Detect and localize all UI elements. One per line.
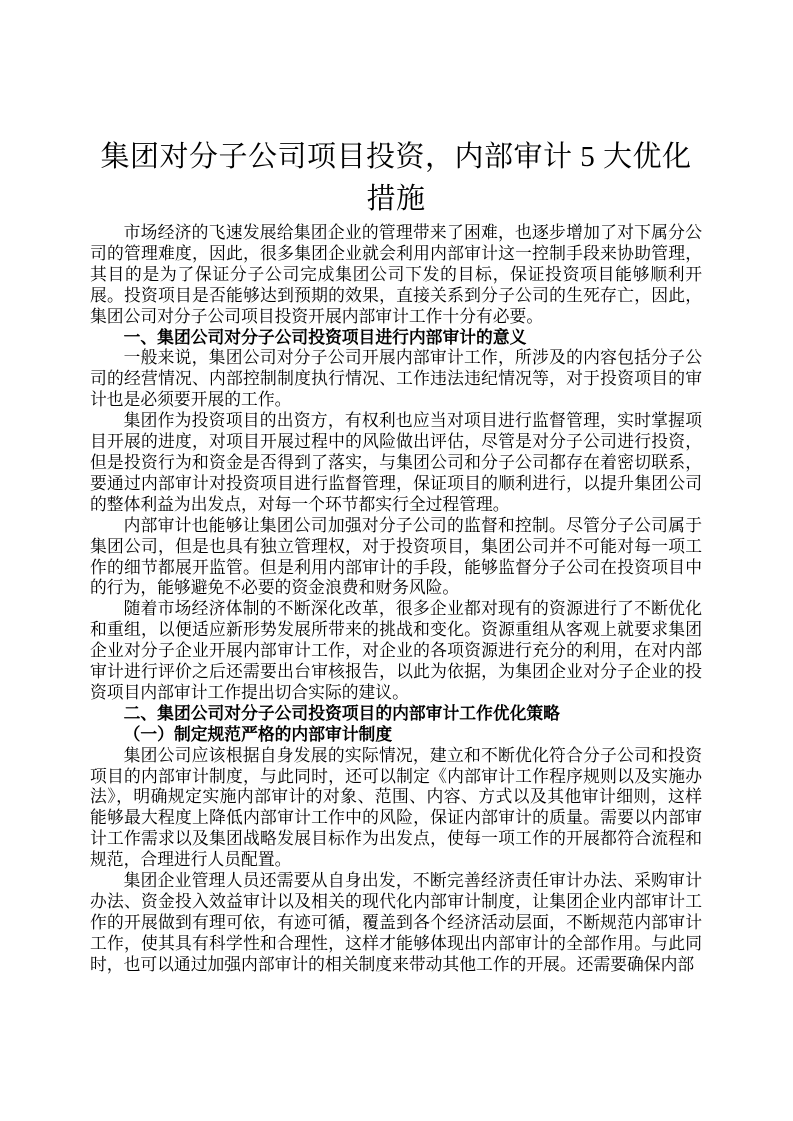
body-paragraph: 集团公司应该根据自身发展的实际情况，建立和不断优化符合分子公司和投资项目的内部审计制度，与此同时，还可以制定《内部审计工作程序规则以及实施办法》，明确规定实施内部审计的对象、范围、内容、方式以及其他审计细则，这样能够最大程度上降低内部审计工作中的风险，保证内部审计的质量。需要以内部审计工作需求以及集团战略发展目标作为出发点，使每一项工作的开展都符合流程和规范，合理进行人员配置。 xyxy=(90,745,702,870)
document-content xyxy=(90,137,702,976)
body-paragraph-intro: 市场经济的飞速发展给集团企业的管理带来了困难，也逐步增加了对下属分公司的管理难度，因此，很多集团企业就会利用内部审计这一控制手段来协助管理，其目的是为了保证分子公司完成集团公司下发的目标，保证投资项目能够顺利开展。投资项目是否能够达到预期的效果，直接关系到分子公司的生死存亡，因此，集团公司对分子公司项目投资开展内部审计工作十分有必要。 xyxy=(90,223,702,326)
body-paragraph: 内部审计也能够让集团公司加强对分子公司的监督和控制。尽管分子公司属于集团公司，但是也具有独立管理权，对于投资项目，集团公司并不可能对每一项工作的细节都展开监管。但是利用内部审计的手段，能够监督分子公司在投资项目中的行为，能够避免不必要的资金浪费和财务风险。 xyxy=(90,515,702,598)
document-title: 集团对分子公司项目投资，内部审计 5 大优化措施 xyxy=(100,141,692,215)
body-paragraph: 集团企业管理人员还需要从自身出发，不断完善经济责任审计办法、采购审计办法、资金投入效益审计以及相关的现代化内部审计制度，让集团企业内部审计工作的开展做到有理可依，有迹可循，覆盖到各个经济活动层面，不断规范内部审计工作，使其具有科学性和合理性，这样才能够体现出内部审计的全部作用。与此同时，也可以通过加强内部审计的相关制度来带动其他工作的开展。还需要确保内部 xyxy=(90,871,702,974)
section-heading-1: 一、集团公司对分子公司投资项目进行内部审计的意义 xyxy=(123,327,527,347)
section-heading-2: 二、集团公司对分子公司投资项目的内部审计工作优化策略 xyxy=(123,703,560,723)
body-paragraph: 集团作为投资项目的出资方，有权利也应当对项目进行监督管理，实时掌握项目开展的进度，对项目开展过程中的风险做出评估，尽管是对分子公司进行投资，但是投资行为和资金是否得到了落实，与集团公司和分子公司都存在着密切联系，要通过内部审计对投资项目进行监督管理，保证项目的顺利进行，以提升集团公司的整体利益为出发点，对每一个环节都实行全过程管理。 xyxy=(90,411,702,514)
subsection-heading-1: （一）制定规范严格的内部审计制度 xyxy=(123,724,393,744)
body-paragraph: 一般来说，集团公司对分子公司开展内部审计工作，所涉及的内容包括分子公司的经营情况、内部控制制度执行情况、工作违法违纪情况等，对于投资项目的审计也是必须要开展的工作。 xyxy=(90,348,702,410)
body-paragraph: 随着市场经济体制的不断深化改革，很多企业都对现有的资源进行了不断优化和重组，以便适应新形势发展所带来的挑战和变化。资源重组从客观上就要求集团企业对分子企业开展内部审计工作，对企业的各项资源进行充分的利用，在对内部审计进行评价之后还需要出台审核报告，以此为依据，为集团企业对分子企业的投资项目内部审计工作提出切合实际的建议。 xyxy=(90,599,702,702)
